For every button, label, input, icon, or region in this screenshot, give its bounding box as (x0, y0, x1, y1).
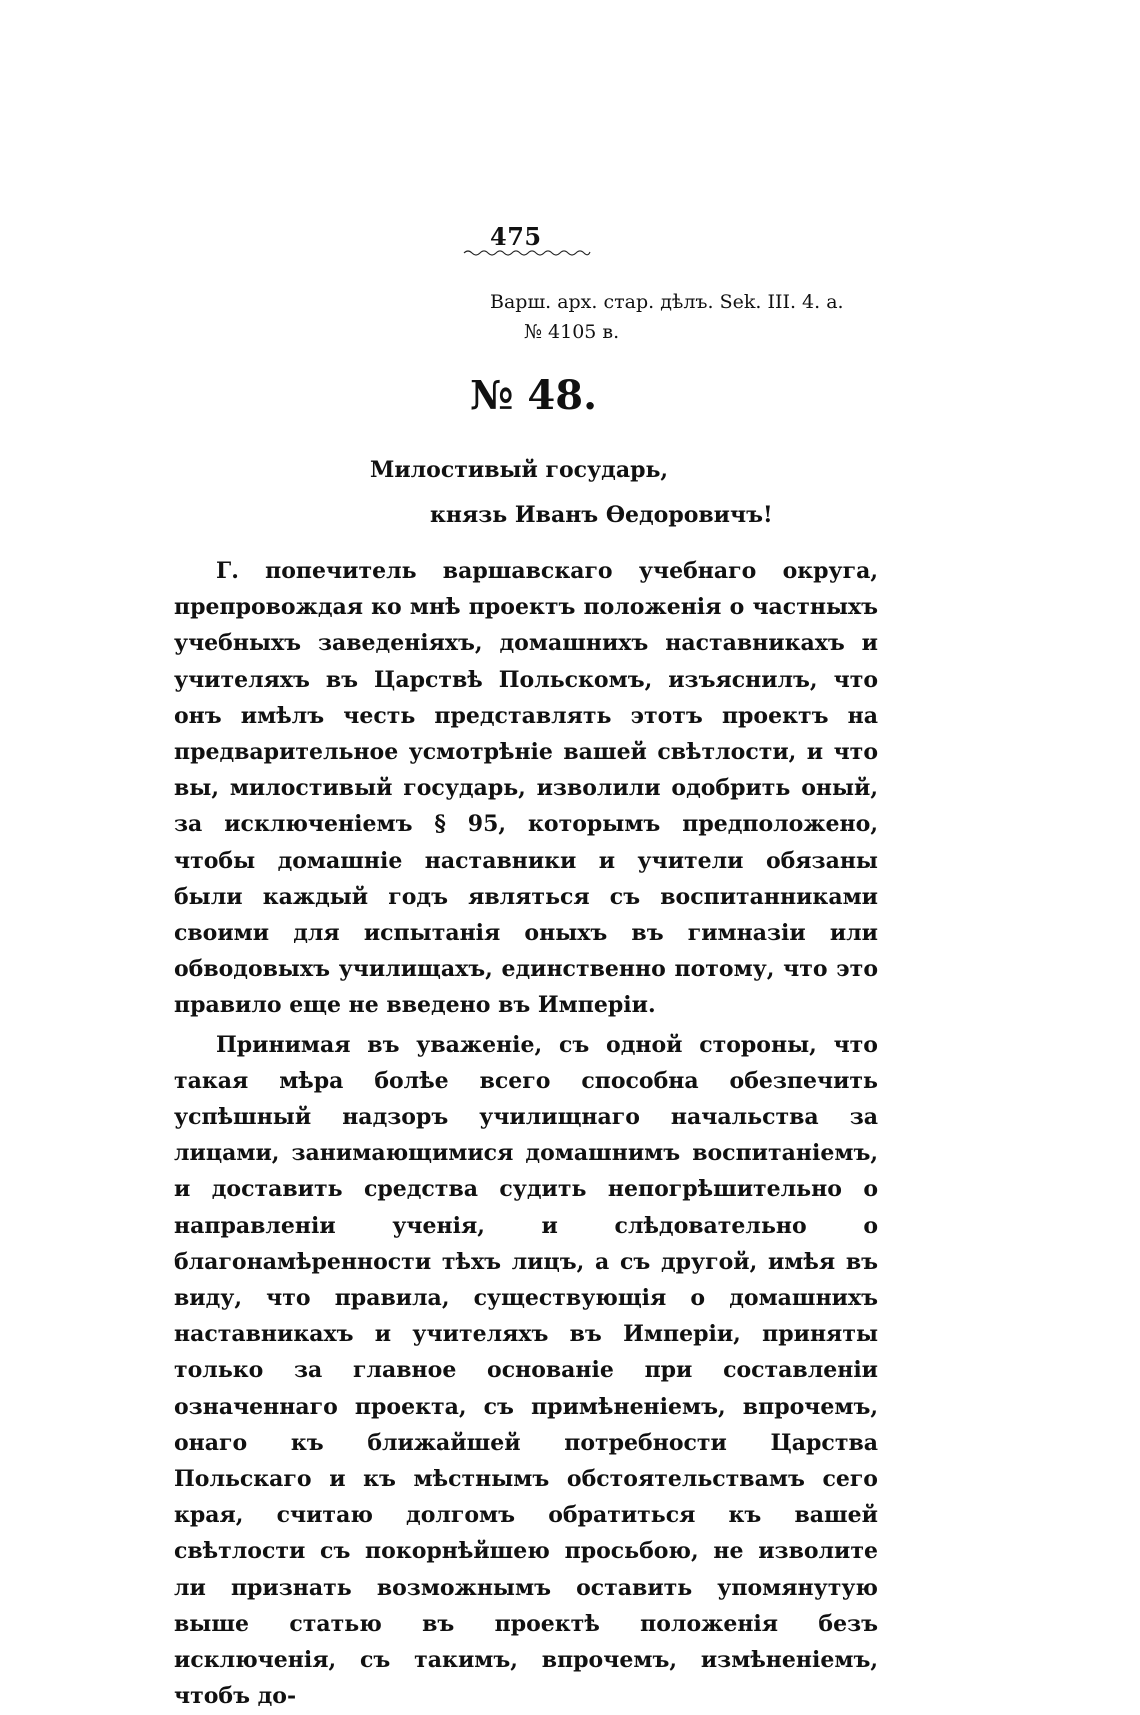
letter-body (174, 553, 878, 1715)
salutation-line-1: Милостивый государь, (370, 457, 669, 483)
page-number: 475 (490, 222, 542, 251)
salutation (370, 448, 890, 538)
wavy-rule-ornament (462, 248, 592, 258)
archive-source-reference (490, 287, 910, 347)
paragraph: Принимая въ уваженіе, съ одной стороны, что такая мѣра болѣе всего способна обезпечить успѣшный надзоръ училищнаго начальства за лицами, занимающимися домашнимъ воспитаніемъ, и доставить средства судить непогрѣшительно о направленіи ученія, и слѣдовательно о благонамѣренности тѣхъ лицъ, а съ другой, имѣя въ виду, что правила, существующія о домашнихъ наставникахъ и учителяхъ въ Имперіи, приняты только за главное основаніе при составленіи означеннаго проекта, съ примѣненіемъ, впрочемъ, онаго къ ближайшей потребности Царства Польскаго и къ мѣстнымъ обстоятельствамъ сего края, считаю долгомъ обратиться къ вашей свѣтлости съ покорнѣйшею просьбою, не изволите ли признать возможнымъ оставить упомянутую выше статью въ проектѣ положенія безъ исключенія, съ такимъ, впрочемъ, измѣненіемъ, чтобъ до- (174, 1031, 878, 1710)
salutation-line-2: князь Иванъ Ѳедоровичъ! (430, 502, 773, 528)
archive-source-line-1: Варш. арх. стар. дѣлъ. Sek. III. 4. a. (490, 291, 844, 313)
paragraph: Г. попечитель варшавскаго учебнаго округа, препровождая ко мнѣ проектъ положенія о частныхъ учебныхъ заведеніяхъ, домашнихъ наставникахъ и учителяхъ въ Царствѣ Польскомъ, изъяснилъ, что онъ имѣлъ честь представлять этотъ проектъ на предварительное усмотрѣніе вашей свѣтлости, и что вы, милостивый государь, изволили одобрить оный, за исключеніемъ § 95, которымъ предположено, чтобы домашніе наставники и учители обязаны были каждый годъ являться съ воспитанниками своими для испытанія оныхъ въ гимназіи или обводовыхъ училищахъ, единственно потому, что это правило еще не введено въ Имперіи. (174, 558, 878, 1019)
document-number: № 48. (470, 372, 597, 419)
archive-source-line-2: № 4105 в. (524, 321, 620, 343)
